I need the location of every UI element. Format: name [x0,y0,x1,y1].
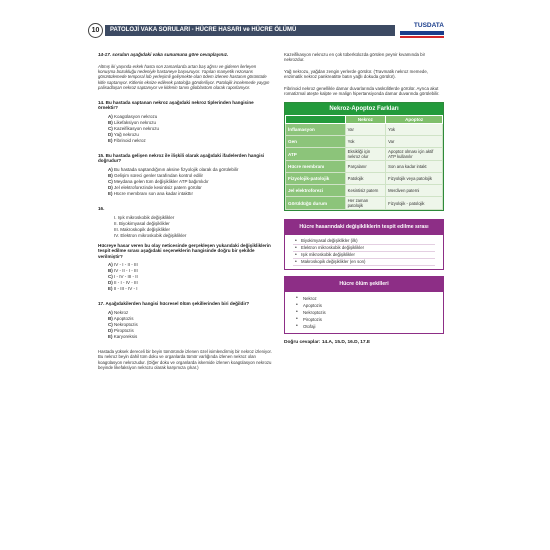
row-label: ATP [286,148,346,161]
cell-nekroz: Parçalanır [345,161,386,173]
necrosis-apoptosis-table [284,102,444,211]
cell-apoptoz: Fizyolojik veya patolojik [386,173,443,185]
logo-bar-blue [400,31,444,35]
table-title: Nekroz-Apoptoz Farkları [285,103,443,115]
explanation-fibrinoid: Fibrinoid nekroz genellikle damar duvarlarında vaskülitlerde görülür. Ayrıca akut romatizmal ateşte kalpte ve malign hipertansiyonda damar duvarında görülebilir. [284,85,440,97]
question-16 [98,206,272,292]
table-row [286,148,443,161]
question-16-number: 16. [98,206,105,211]
cell-nekroz: Her zaman patolojik [345,197,386,210]
header-title: PATOLOJİ VAKA SORULARI - HÜCRE HASARI ve HÜCRE ÖLÜMÜ [105,25,395,36]
option-a[interactable]: A) Bu hastada saptandığının aksine fizyolojik olarak da görülebilir [108,167,239,172]
page-number: 10 [88,23,103,38]
cell-apoptoz: Fizyolojik - patolojik [386,197,443,210]
cell-nekroz: Eksikliği için nekroz olur [345,148,386,161]
page-header [88,22,446,39]
cell-death-types-box [284,276,444,334]
list-item: • Apoptozis [293,302,435,309]
list-item: • Piroptozis [293,316,435,323]
option-d[interactable]: D) Jel elektroforezinde kesintisiz patern görülür [108,185,202,190]
question-14-text: 14. Bu hastada saptanan nekroz aşağıdaki nekroz tiplerinden hangisine örnektir? [98,99,254,111]
table-row [286,173,443,185]
logo-text: TUSDATA [413,22,444,29]
column-header-nekroz: Nekroz [345,116,386,124]
option-b[interactable]: B) Likefaksiyon nekrozu [108,119,157,125]
option-b[interactable]: B) IV - II - I - III [108,268,138,274]
detection-order-title: Hücre hasarındaki değişikliklerin tespit edilme sırası [285,220,443,235]
table-row [286,124,443,136]
list-item: • Makroskopik değişiklikler (en son) [293,259,435,266]
option-e[interactable]: E) Fibrinoid nekroz [108,137,146,143]
option-e[interactable]: E) Hücre membranı son ana kadar intakttır [108,191,194,196]
option-e[interactable]: E) II - III - IV - I [108,286,138,292]
option-c[interactable]: C) Nekroptozis [108,321,138,327]
list-item: • Biyokimyasal değişiklikler (ilk) [293,238,435,245]
right-column [284,52,444,345]
explanation-kazeifikasyon: Kazeifikasyon nekrozu en çok tüberkülozda görülen peynir kıvamında bir nekrozdur. [284,52,426,63]
option-d[interactable]: D) Piroptozis [108,327,134,333]
option-c[interactable]: C) I - IV - III - II [108,274,138,280]
question-15 [98,153,272,197]
row-label: Görüldüğü durum [286,197,346,210]
option-a[interactable]: A) Koagülasyon nekrozu [108,113,158,119]
statement-iii: III. Makroskopik değişiklikler [114,226,171,232]
publisher-logo [400,22,444,38]
option-a[interactable]: A) IV - I - II - III [108,262,138,268]
question-16-text: Hücreye hasar veren bu olay neticesinde gerçekleşen yukarıdaki değişikliklerin tespit edilme sırası aşağıdaki seçeneklerin hangisinde doğru bir şekilde verilmiştir? [98,242,271,259]
list-item: • Nekroz [293,295,435,302]
detection-order-box [284,219,444,270]
option-a[interactable]: A) Nekroz [108,309,129,315]
detection-order-list [285,235,443,269]
option-c[interactable]: C) Kazeifikasyon nekrozu [108,125,160,131]
table-row [286,185,443,197]
table-row [286,197,443,210]
option-c[interactable]: C) Meydana gelen tüm değişiklikler ATP bağımlıdır [108,179,209,184]
left-column [98,52,272,371]
cell-death-types-list [285,292,443,333]
row-label: Fizyolojik-patolojik [286,173,346,185]
question-17 [98,301,272,340]
cell-apoptoz: Son ana kadar intakt [386,161,443,173]
column-header-apoptoz: Apoptoz [386,116,443,124]
case-text: Altmış iki yaşında erkek hasta son zamanlarda artan baş ağrısı ve gideren ilerleyen konuşma bozukluğu nedeniyle hastaneye başvuruyor. Yapılan manyetik rezonans görüntülemede temporal lob yerleşimli gelişmekte olan ödem izlenen hastanın görüntüde kitle saptanıyor. Kitlenin eksize edilerek patoloğa gönderiliyor. Patolojik incelemede yaygın palisadlaşan nekroz saptanıyor ve kitlenin tanısı glioblastom olarak raporlanıyor. [98,63,270,91]
logo-bar-red [400,36,444,38]
option-b[interactable]: B) Apoptozis [108,315,134,321]
statement-iv: IV. Elektron mikroskobik değişiklikler [114,232,187,238]
cell-apoptoz: Var [386,136,443,148]
case-heading: 14-17. soruları aşağıdaki vaka sunumuna göre cevaplayınız. [98,52,229,57]
table-row [286,136,443,148]
explanation-yag-nekrozu: Yağ nekrozu, yağdan zengin yerlerde görülür. (Travmatik nekroz memede, enzimatik nekroz pankreatitte batın yağlı dokuda görülür). [284,68,428,80]
cell-apoptoz: Yok [386,124,443,136]
cell-nekroz: Kesintisiz patern [345,185,386,197]
option-e[interactable]: E) Karyoreksis [108,333,138,339]
statement-ii: II. Biyokimyasal değişiklikler [114,220,170,226]
list-item: • Otofaji [293,323,435,330]
correct-answers: Doğru cevaplar: 14.A, 15.D, 16.D, 17.E [284,340,371,346]
list-item: • Işık mikroskobik değişiklikler [293,252,435,259]
option-d[interactable]: D) II - I - IV - III [108,280,138,286]
row-label: İnflamasyon [286,124,346,136]
question-14 [98,100,272,144]
row-label: Jel elektroforezi [286,185,346,197]
cell-nekroz: Patolojik [345,173,386,185]
cell-death-types-title: Hücre ölüm şekilleri [285,277,443,292]
question-15-text: 15. Bu hastada gelişen nekroz ile ilişkili olarak aşağıdaki ifadelerden hangisi doğrudur? [98,152,265,164]
question-17-text: 17. Aşağıdakilerden hangisi hücresel ölüm şekillerinden biri değildir? [98,301,250,307]
cell-nekroz: Yok [345,136,386,148]
table-row [286,161,443,173]
statement-i: I. Işık mikroskobik değişiklikler [114,214,175,220]
explanation-text: Hastada yüksek dereceli bir beyin tümöründe izlenen özel isimlendirmiş bir nekroz izleniyor. Bu nekroz beyin dahil tüm doku ve organlarda tümör varlığında izlenen nekroz olan koagülasyon nekrozudur. (Diğer doku ve organlarda iskemide izlenen koagülasyon nekrozu beyinde likefaksiyon nekrozu olarak karşımıza çıkar.) [98,348,272,371]
list-item: • Elektron mikroskobik değişiklikler [293,245,435,252]
table-corner [286,116,346,124]
option-b[interactable]: B) Gelişim süreci genler tarafından kontrol edilir [108,173,204,178]
document-page [88,22,446,532]
table-header-row [286,116,443,124]
list-item: • Nekroptozis [293,309,435,316]
cell-nekroz: Var [345,124,386,136]
row-label: Hücre membranı [286,161,346,173]
row-label: Gen [286,136,346,148]
option-d[interactable]: D) Yağ nekrozu [108,131,139,137]
cell-apoptoz: Merdiven paterni [386,185,443,197]
cell-apoptoz: Apoptoz olması için aktif ATP kullanılır [386,148,443,161]
comparison-table [285,115,443,210]
